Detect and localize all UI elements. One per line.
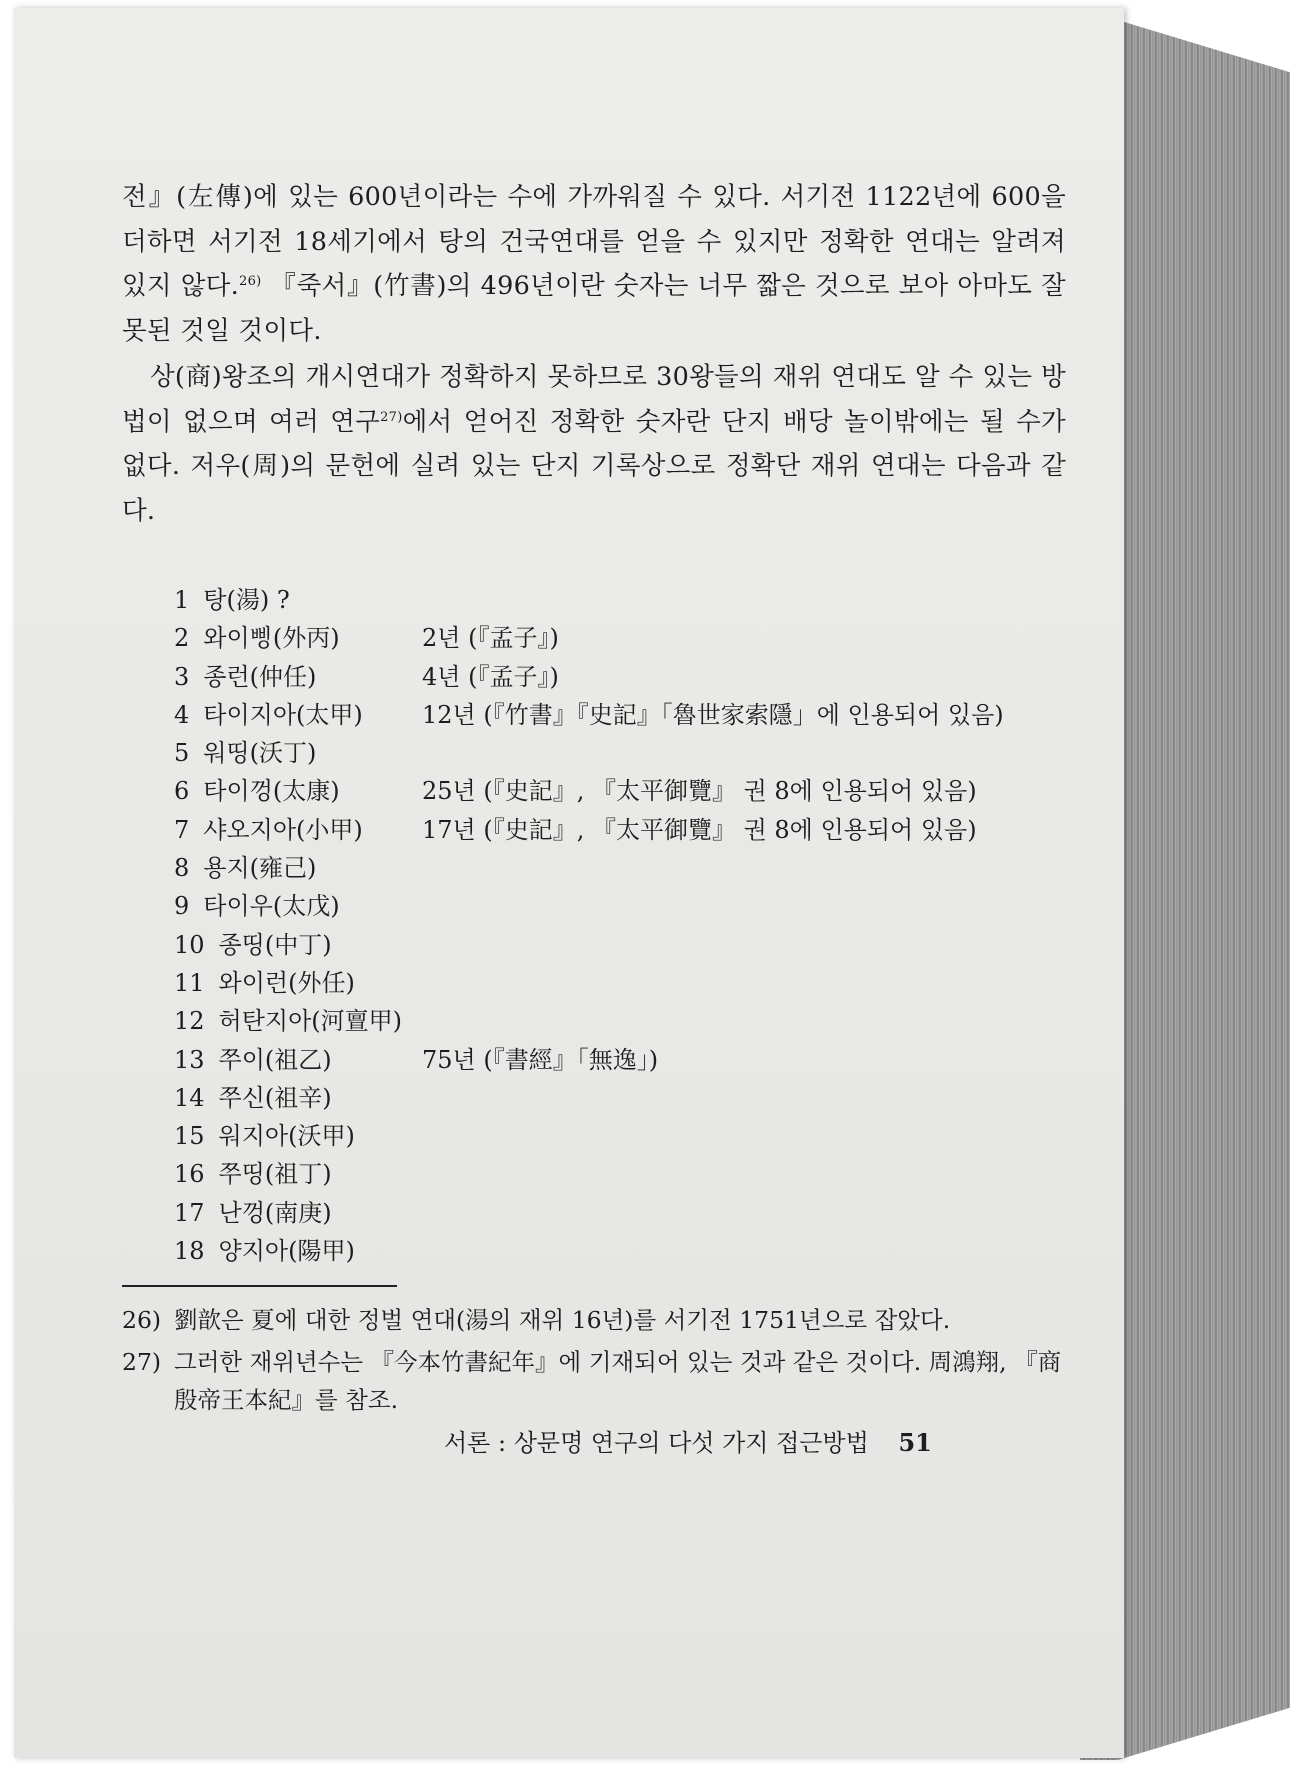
king-name [174,1155,422,1193]
paragraph-1-text: 전』(左傳)에 있는 600년이라는 수에 가까워질 수 있다. 서기전 1122년에 600을 더하면 서기전 18세기에서 탕의 건국연대를 얻을 수 있지만 정확한 연대는 알려져 있지 않다. [122,182,1066,301]
page-body [122,175,1066,1423]
king-title: 타이껑(太康) [203,777,340,806]
king-row [174,964,1066,1002]
king-title: 와이삥(外丙) [203,624,340,653]
page-number: 51 [898,1428,932,1457]
king-number: 9 [174,892,190,921]
king-number: 3 [174,662,190,691]
king-title: 샤오지아(小甲) [203,815,363,844]
king-row [174,658,1066,696]
king-number: 6 [174,777,190,806]
king-number: 15 [174,1122,205,1151]
king-title: 양지아(陽甲) [218,1237,355,1266]
king-name [174,1041,422,1079]
king-title: 종런(仲任) [203,662,317,691]
footnote-text: 劉歆은 夏에 대한 정벌 연대(湯의 재위 16년)를 서기전 1751년으로 잡았다. [174,1306,951,1335]
king-number: 2 [174,624,190,653]
footnote-divider [122,1285,397,1287]
king-title: 워띵(沃丁) [203,739,317,768]
king-name [174,1117,422,1155]
king-name [174,619,422,657]
king-title: 쭈신(祖辛) [218,1083,332,1112]
king-number: 5 [174,739,190,768]
footnote-number: 27) [122,1348,162,1377]
king-title: 워지아(沃甲) [218,1122,355,1151]
king-list [122,581,1066,1270]
king-number: 7 [174,815,190,844]
king-name [174,772,422,810]
reign-note: 17년 (『史記』, 『太平御覽』 권 8에 인용되어 있음) [422,815,977,844]
king-number: 14 [174,1083,205,1112]
king-title: 타이지아(太甲) [203,700,363,729]
king-row [174,887,1066,925]
king-number: 10 [174,930,205,959]
reign-note: 4년 (『孟子』) [422,662,559,691]
footnote-ref-27: 27) [380,409,403,425]
king-row [174,1194,1066,1232]
paragraph-2 [122,355,1066,533]
king-name [174,581,422,619]
paragraph-1 [122,175,1066,353]
king-name [174,1002,422,1040]
reign-note: 12년 (『竹書』『史記』「魯世家索隱」에 인용되어 있음) [422,700,1004,729]
king-name [174,926,422,964]
king-title: 타이우(太戊) [203,892,340,921]
king-row [174,926,1066,964]
paragraph-1-tail: 『죽서』(竹書)의 496년이란 숫자는 너무 짧은 것으로 보아 아마도 잘못된 것일 것이다. [122,271,1066,346]
king-row [174,849,1066,887]
king-row [174,1155,1066,1193]
king-title: 난껑(南庚) [218,1198,332,1227]
king-number: 18 [174,1237,205,1266]
footnote-ref-26: 26) [239,274,262,289]
paragraph-2-tail: 에서 얻어진 정확한 숫자란 단지 배당 놀이밖에는 될 수가 없다. 저우(周)의 문헌에 실려 있는 단지 기록상으로 정확단 재위 연대는 다음과 같다. [122,406,1066,526]
king-number: 8 [174,854,190,883]
king-name [174,658,422,696]
king-name [174,696,422,734]
king-row [174,772,1066,810]
king-title: 탕(湯) ? [203,586,290,614]
king-row [174,1232,1066,1270]
king-name [174,811,422,849]
footer-title: 서론 : 상문명 연구의 다섯 가지 접근방법 [444,1429,869,1457]
king-number: 17 [174,1198,205,1227]
reign-note: 75년 (『書經』「無逸」) [422,1045,659,1074]
king-title: 종띵(中丁) [218,930,332,959]
king-title: 와이런(外任) [218,968,355,997]
king-name [174,1194,422,1232]
footnote-number: 26) [122,1306,162,1335]
king-number: 4 [174,700,190,729]
king-title: 쭈띵(祖丁) [218,1160,332,1189]
king-number: 12 [174,1007,205,1036]
paragraph-2-text: 상(商)왕조의 개시연대가 정확하지 못하므로 30왕들의 재위 연대도 알 수 있는 방법이 없으며 여러 연구 [122,362,1066,437]
king-row [174,581,1066,619]
footnote-26 [122,1301,1066,1339]
king-row [174,1002,1066,1040]
king-name [174,1232,422,1270]
king-name [174,887,422,925]
king-name [174,734,422,772]
king-name [174,964,422,1002]
king-row [174,1041,1066,1079]
reign-note: 25년 (『史記』, 『太平御覽』 권 8에 인용되어 있음) [422,777,977,806]
king-title: 허탄지아(河亶甲) [218,1007,403,1036]
king-row [174,1079,1066,1117]
king-title: 용지(雍己) [203,854,317,883]
reign-note: 2년 (『孟子』) [422,624,559,653]
king-row [174,1117,1066,1155]
king-title: 쭈이(祖乙) [218,1045,332,1074]
footnote-list [122,1301,1066,1419]
running-footer [444,1423,1004,1458]
king-row [174,734,1066,772]
footnote-27 [122,1343,1066,1419]
footnote-text: 그러한 재위년수는 『今本竹書紀年』에 기재되어 있는 것과 같은 것이다. 周鴻翔, 『商殷帝王本紀』를 참조. [174,1348,1062,1415]
king-row [174,811,1066,849]
king-name [174,849,422,887]
king-row [174,696,1066,734]
king-number: 1 [174,586,190,614]
king-number: 16 [174,1160,205,1189]
king-row [174,619,1066,657]
king-number: 11 [174,968,205,997]
king-name [174,1079,422,1117]
king-number: 13 [174,1045,205,1074]
